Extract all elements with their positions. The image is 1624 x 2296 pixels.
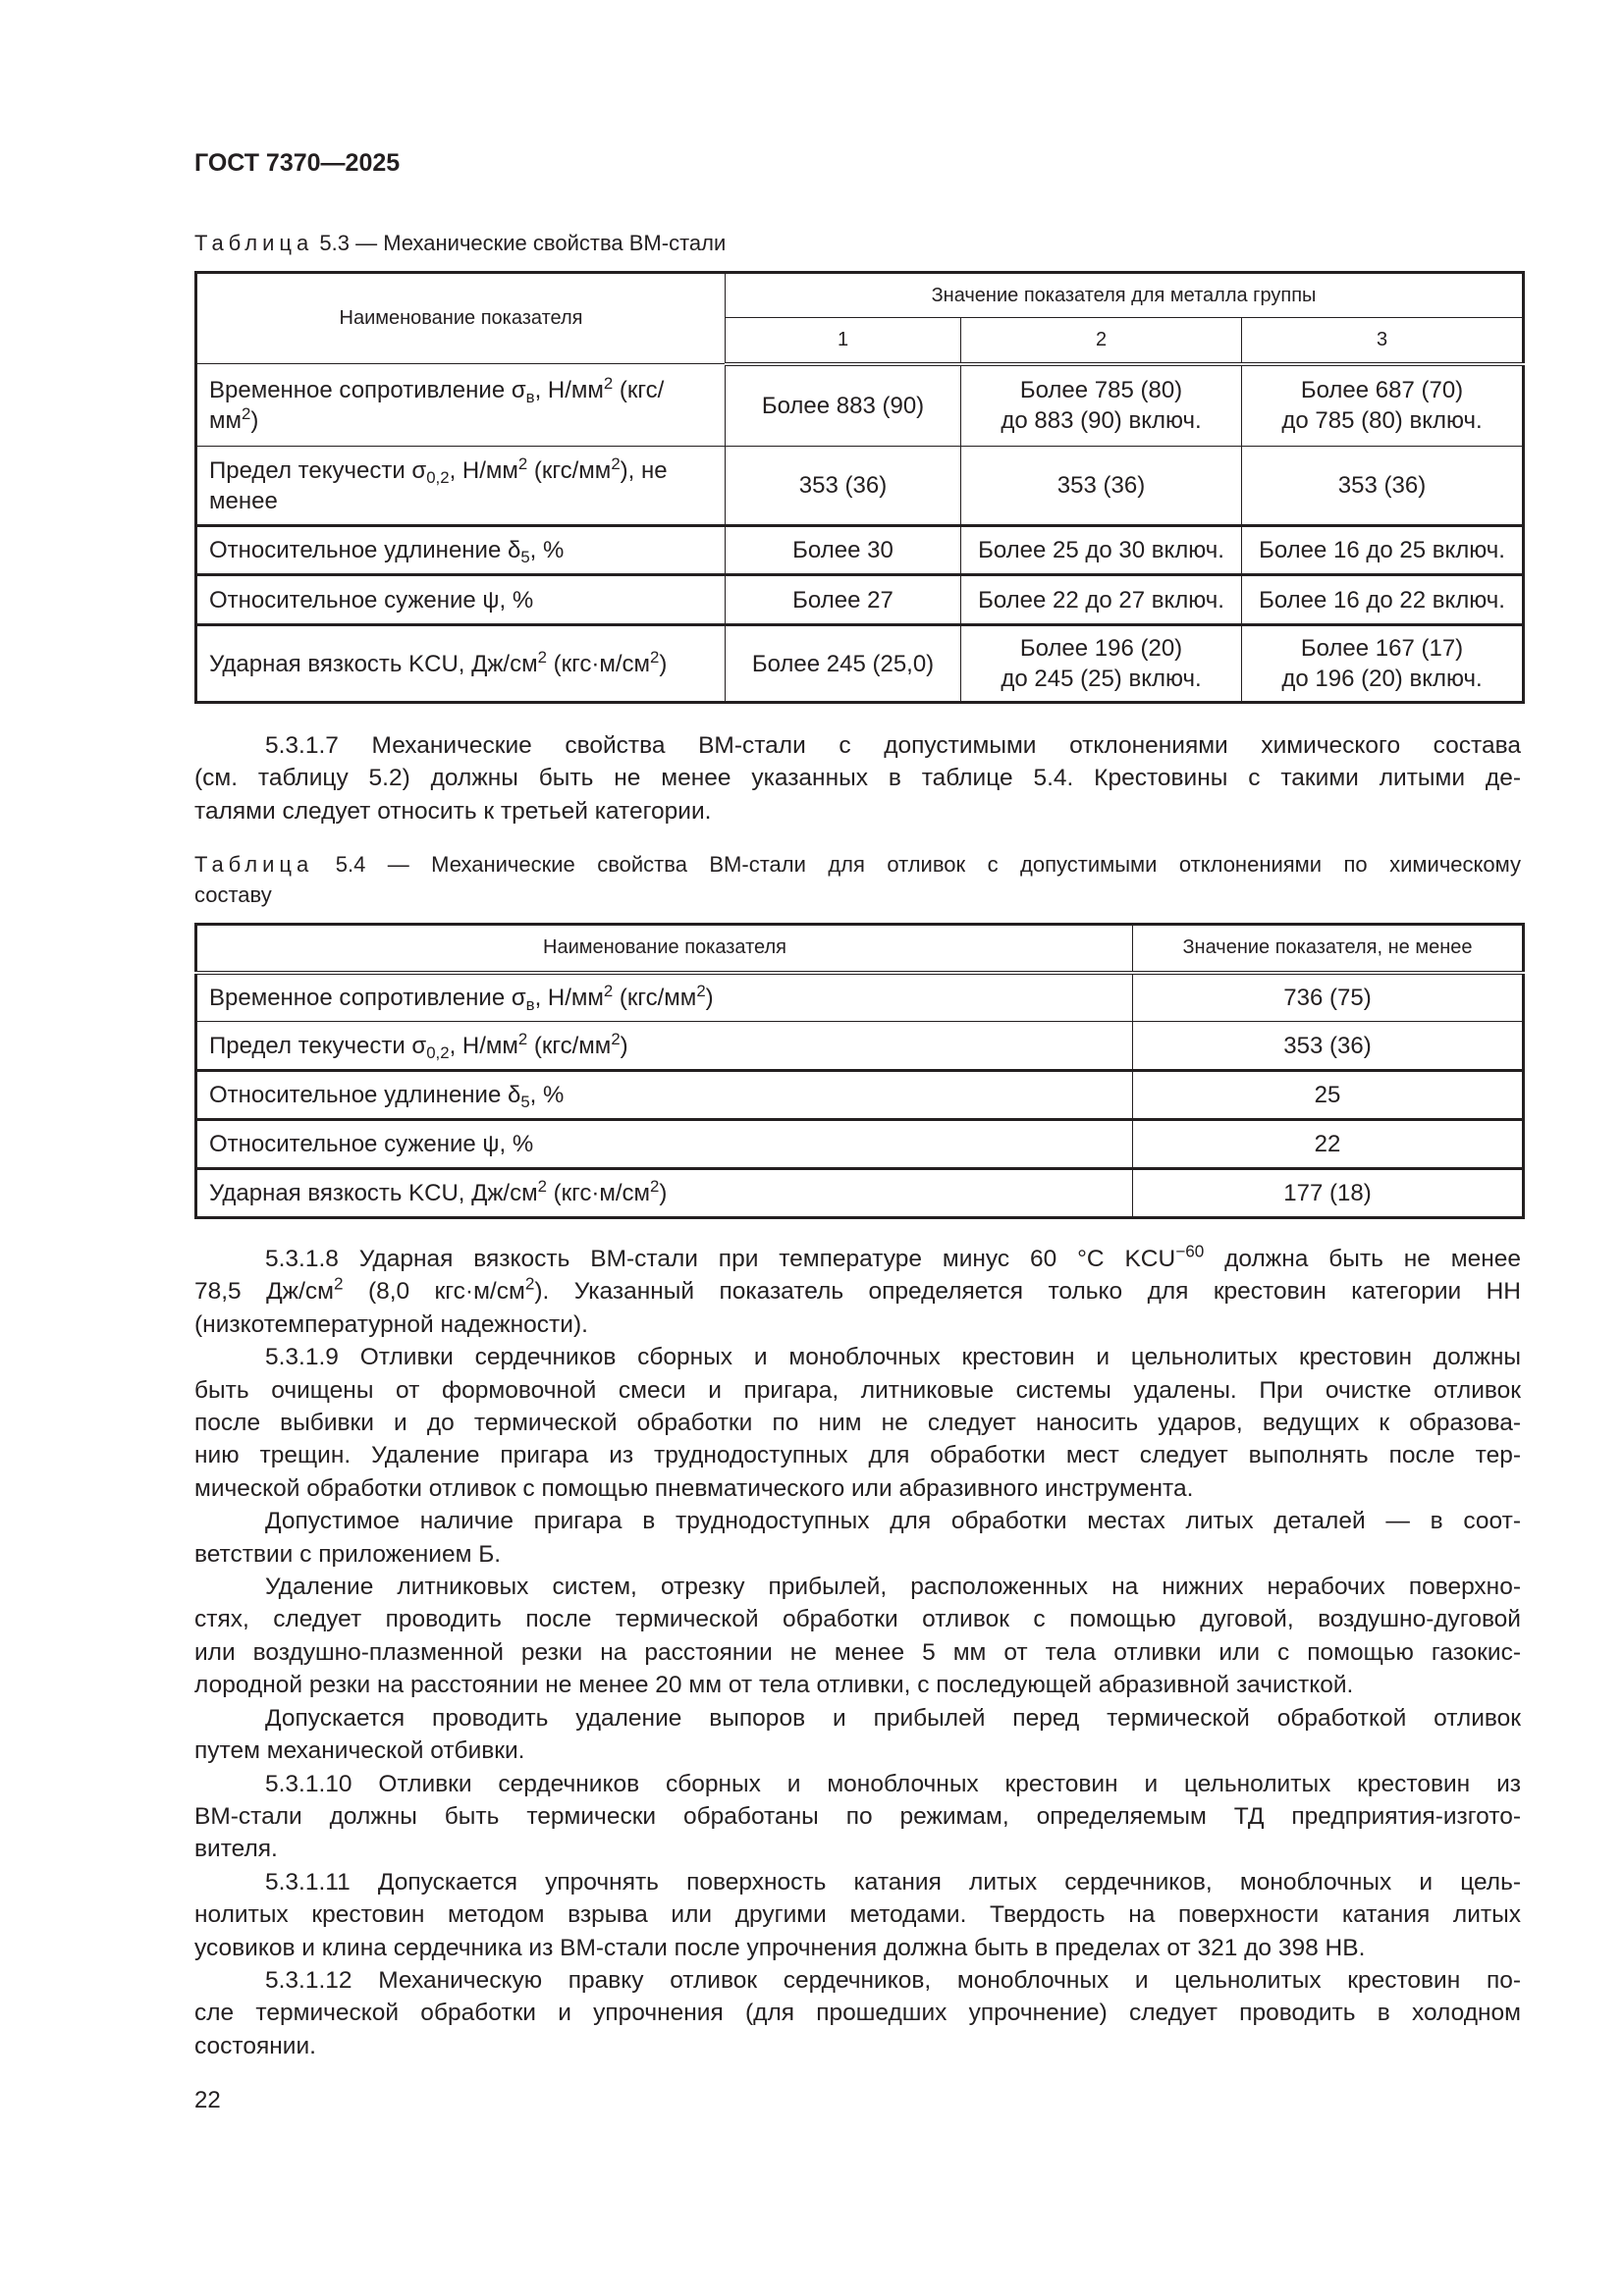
text-segment: 78,5 Дж/см [194, 1278, 334, 1306]
table-row [196, 1071, 1524, 1120]
subscript: 0,2 [426, 467, 450, 487]
value-line: Более 883 (90) [761, 392, 925, 419]
paragraph [194, 1243, 1521, 1341]
subscript: в [525, 387, 535, 406]
table-5-4-caption [194, 849, 1521, 910]
superscript: 2 [611, 454, 621, 473]
table-5-3 [194, 271, 1525, 704]
text-segment: (кгс/мм [209, 376, 665, 434]
text-line [194, 1833, 1521, 1865]
superscript: 2 [517, 454, 528, 473]
text-segment: ). Указанный показатель определяется только для крестовин категории НН [534, 1278, 1521, 1306]
table-row [196, 575, 1524, 625]
text-segment: Удаление литниковых систем, отрезку прибылей, расположенных на нижних нерабочих поверхно- [265, 1574, 1521, 1601]
superscript: 2 [696, 981, 706, 1000]
table-row [196, 625, 1524, 703]
text-segment: Ударная вязкость KCU, Дж/см [209, 1180, 538, 1206]
text-segment: стях, следует проводить после термической обработки отливок с помощью дуговой, воздушно-дуговой [194, 1606, 1521, 1633]
superscript: 2 [649, 1176, 660, 1196]
text-segment: (кгс/мм [527, 1032, 612, 1059]
table-row [196, 447, 1524, 526]
text-segment: ) [659, 1180, 668, 1206]
superscript: 2 [603, 373, 614, 393]
value-line: 353 (36) [1337, 472, 1427, 499]
text-line [194, 1308, 1521, 1341]
text-line [194, 1636, 1521, 1669]
subscript: 5 [520, 548, 530, 567]
text-segment: ) [250, 406, 259, 434]
text-segment: ветствии с приложением Б. [194, 1540, 502, 1568]
superscript: 2 [333, 1273, 344, 1294]
min-value: 22 [1133, 1120, 1524, 1169]
property-name [196, 364, 726, 447]
superscript: 2 [611, 1029, 621, 1048]
table-row [196, 1022, 1524, 1071]
table-5-3-caption [194, 228, 1521, 258]
superscript: 2 [537, 647, 547, 667]
text-segment: вителя. [194, 1836, 278, 1863]
text-line [194, 1243, 1521, 1275]
text-line [194, 1669, 1521, 1701]
text-segment: (см. таблицу 5.2) должны быть не менее указанных в таблице 5.4. Крестовины с такими литыми де- [194, 765, 1521, 792]
group-value [726, 526, 961, 575]
table-row [196, 364, 1524, 447]
text-segment: Относительное удлинение δ [209, 537, 521, 563]
property-name [196, 575, 726, 625]
value-line: 353 (36) [1056, 472, 1146, 499]
text-segment: быть очищены от формовочной смеси и пригара, литниковые системы удалены. При очистке отливок [194, 1376, 1521, 1404]
paragraph [194, 1768, 1521, 1866]
paragraph [194, 729, 1521, 828]
value-line: Более 22 до 27 включ. [978, 586, 1224, 614]
text-segment: лородной резки на расстоянии не менее 20 мм от тела отливки, с последующей абразивной зачисткой. [194, 1672, 1354, 1699]
text-segment: ) [620, 1032, 628, 1059]
paragraph [194, 1571, 1521, 1702]
text-segment: Допускается проводить удаление выпоров и прибылей перед термической обработкой отливок [265, 1704, 1521, 1732]
property-name [196, 1022, 1133, 1071]
text-segment: или воздушно-плазменной резки на расстоянии не менее 5 мм от тела отливки или с помощью газокис- [194, 1638, 1521, 1666]
group-value [1242, 625, 1524, 703]
text-segment: состоянии. [194, 2032, 316, 2059]
table-row [196, 973, 1524, 1022]
group-value [726, 364, 961, 447]
text-segment: Допустимое наличие пригара в труднодоступных для обработки местах литых деталей — в соот- [265, 1508, 1521, 1535]
text-segment: (кгс·м/см [546, 650, 650, 677]
group-value [1242, 575, 1524, 625]
text-segment: 5.3.1.9 Отливки сердечников сборных и моноблочных крестовин и цельнолитых крестовин должны [265, 1344, 1521, 1371]
text-segment: нолитых крестовин методом взрыва или другими методами. Твердость на поверхности катания литых [194, 1901, 1521, 1929]
column-header-name: Наименование показателя [196, 925, 1133, 973]
text-segment: Временное сопротивление σ [209, 376, 526, 403]
property-name [196, 447, 726, 526]
text-line [194, 795, 1521, 828]
column-header-group: Значение показателя для металла группы [726, 273, 1524, 318]
group-value [961, 575, 1242, 625]
value-line: Более 27 [792, 586, 893, 614]
table-row [196, 1169, 1524, 1218]
paragraph [194, 1702, 1521, 1768]
text-line [194, 1932, 1521, 1964]
text-line [194, 762, 1521, 794]
text-segment: сле термической обработки и упрочнения (для прошедших упрочнение) следует проводить в холодном [194, 2000, 1521, 2027]
text-line [194, 1341, 1521, 1373]
text-segment: после выбивки и до термической обработки по ним не следует наносить ударов, ведущих к образова- [194, 1410, 1521, 1437]
text-segment: Ударная вязкость KCU, Дж/см [209, 650, 538, 677]
text-line [194, 1275, 1521, 1308]
text-segment: , % [529, 1082, 565, 1108]
group-value [961, 625, 1242, 703]
property-name [196, 973, 1133, 1022]
text-segment: , Н/мм [534, 984, 604, 1011]
text-line [194, 729, 1521, 762]
text-segment: талями следует относить к третьей категории. [194, 797, 712, 825]
text-segment: должна быть не менее [1204, 1246, 1521, 1272]
text-line [194, 1866, 1521, 1898]
text-segment: Относительное сужение ψ, % [209, 1131, 534, 1157]
text-segment: , Н/мм [534, 376, 604, 403]
column-header-value: Значение показателя, не менее [1133, 925, 1524, 973]
property-name [196, 1169, 1133, 1218]
text-line [194, 1603, 1521, 1635]
min-value: 736 (75) [1133, 973, 1524, 1022]
paragraph-5-3-1-7 [194, 729, 1521, 828]
caption-text: 5.4 — Механические свойства ВМ-стали для отливок с допустимыми отклонениями по химическому [335, 852, 1521, 877]
text-line [194, 1538, 1521, 1571]
value-line: Более 785 (80) [1019, 377, 1183, 404]
value-line: Более 167 (17) [1300, 635, 1464, 662]
paragraph [194, 1964, 1521, 2062]
body-text [194, 1243, 1521, 2062]
value-line: Более 16 до 22 включ. [1259, 586, 1505, 614]
superscript: 2 [517, 1029, 528, 1048]
text-line [194, 1964, 1521, 1997]
group-value [961, 526, 1242, 575]
min-value: 177 (18) [1133, 1169, 1524, 1218]
text-line [194, 1735, 1521, 1767]
text-segment: (кгс·м/см [546, 1180, 650, 1206]
text-line [194, 1898, 1521, 1931]
text-segment: путем механической отбивки. [194, 1737, 525, 1765]
subscript: в [525, 994, 535, 1014]
text-segment: Временное сопротивление σ [209, 984, 526, 1011]
caption-prefix: Таблица [194, 231, 314, 255]
text-segment: Относительное сужение ψ, % [209, 586, 534, 614]
group-value [1242, 526, 1524, 575]
superscript: 2 [603, 981, 614, 1000]
text-segment: Относительное удлинение δ [209, 1082, 521, 1108]
group-value [726, 447, 961, 526]
text-segment: 5.3.1.11 Допускается упрочнять поверхность катания литых сердечников, моноблочных и цель- [265, 1868, 1521, 1896]
group-value [726, 575, 961, 625]
min-value: 353 (36) [1133, 1022, 1524, 1071]
text-segment: ), не менее [209, 456, 668, 514]
property-name [196, 1120, 1133, 1169]
text-line [194, 1439, 1521, 1471]
text-segment: 5.3.1.7 Механические свойства ВМ-стали с допустимыми отклонениями химического состава [265, 732, 1521, 759]
value-line: Более 245 (25,0) [751, 650, 935, 677]
superscript: 2 [649, 647, 660, 667]
group-value [726, 625, 961, 703]
caption-text: 5.3 — Механические свойства ВМ-стали [319, 231, 727, 255]
text-line [194, 1800, 1521, 1833]
paragraph [194, 1505, 1521, 1571]
property-name [196, 1071, 1133, 1120]
text-segment: Предел текучести σ [209, 456, 427, 484]
text-segment: ВМ-стали должны быть термически обработаны по режимам, определяемым ТД предприятия-изгото- [194, 1802, 1521, 1830]
column-header-name: Наименование показателя [196, 273, 726, 364]
caption-text-cont: составу [194, 882, 272, 907]
paragraph [194, 1341, 1521, 1505]
subscript: 0,2 [426, 1042, 450, 1062]
text-segment: 5.3.1.12 Механическую правку отливок сердечников, моноблочных и цельнолитых крестовин по- [265, 1966, 1521, 1994]
text-line [194, 1472, 1521, 1505]
text-segment: , Н/мм [449, 456, 518, 484]
text-segment: (низкотемпературной надежности). [194, 1310, 588, 1338]
value-line: до 196 (20) включ. [1281, 666, 1483, 692]
text-line [194, 1768, 1521, 1800]
text-segment: (кгс/мм [613, 984, 697, 1011]
value-line: Более 16 до 25 включ. [1259, 537, 1505, 563]
property-name [196, 526, 726, 575]
text-segment: ) [705, 984, 714, 1011]
superscript: 2 [524, 1273, 535, 1294]
text-line [194, 1571, 1521, 1603]
text-segment: (кгс/мм [527, 456, 612, 484]
text-segment: нию трещин. Удаление пригара из труднодоступных для обработки мест следует выполнять после тер- [194, 1442, 1521, 1469]
text-line [194, 2030, 1521, 2062]
value-line: 353 (36) [798, 472, 888, 499]
value-line: Более 30 [792, 537, 893, 563]
text-segment: 5.3.1.10 Отливки сердечников сборных и моноблочных крестовин и цельнолитых крестовин из [265, 1770, 1521, 1797]
value-line: Более 25 до 30 включ. [978, 537, 1224, 563]
table-5-4 [194, 923, 1525, 1219]
text-line [194, 1702, 1521, 1735]
text-segment: Предел текучести σ [209, 1032, 427, 1059]
superscript: −60 [1175, 1241, 1205, 1261]
superscript: 2 [537, 1176, 547, 1196]
text-segment: 5.3.1.8 Ударная вязкость ВМ-стали при температуре минус 60 °С KCU [265, 1246, 1176, 1272]
table-row [196, 1120, 1524, 1169]
group-value [1242, 364, 1524, 447]
paragraph [194, 1866, 1521, 1964]
text-segment: ) [659, 650, 668, 677]
text-segment: (8,0 кгс·м/см [343, 1278, 525, 1306]
text-line [194, 1997, 1521, 2029]
value-line: до 245 (25) включ. [1001, 666, 1202, 692]
text-line [194, 1407, 1521, 1439]
caption-prefix: Таблица [194, 852, 314, 877]
group-value [1242, 447, 1524, 526]
group-value [961, 447, 1242, 526]
page-number: 22 [194, 2087, 221, 2113]
text-segment: усовиков и клина сердечника из ВМ-стали после упрочнения должна быть в пределах от 321 до 398 НВ. [194, 1934, 1366, 1961]
document-header-id: ГОСТ 7370—2025 [194, 149, 401, 177]
text-line [194, 1374, 1521, 1407]
group-header: 3 [1242, 318, 1524, 364]
text-segment: , % [529, 537, 565, 563]
value-line: Более 687 (70) [1300, 377, 1464, 404]
value-line: до 883 (90) включ. [1001, 407, 1202, 435]
property-name [196, 625, 726, 703]
subscript: 5 [520, 1093, 530, 1112]
group-header: 1 [726, 318, 961, 364]
text-line [194, 1505, 1521, 1537]
superscript: 2 [242, 403, 251, 423]
group-header: 2 [961, 318, 1242, 364]
text-segment: мической обработки отливок с помощью пневматического или абразивного инструмента. [194, 1474, 1194, 1502]
text-segment: , Н/мм [449, 1032, 518, 1059]
group-value [961, 364, 1242, 447]
value-line: Более 196 (20) [1019, 635, 1183, 662]
table-row [196, 526, 1524, 575]
min-value: 25 [1133, 1071, 1524, 1120]
value-line: до 785 (80) включ. [1281, 407, 1483, 435]
